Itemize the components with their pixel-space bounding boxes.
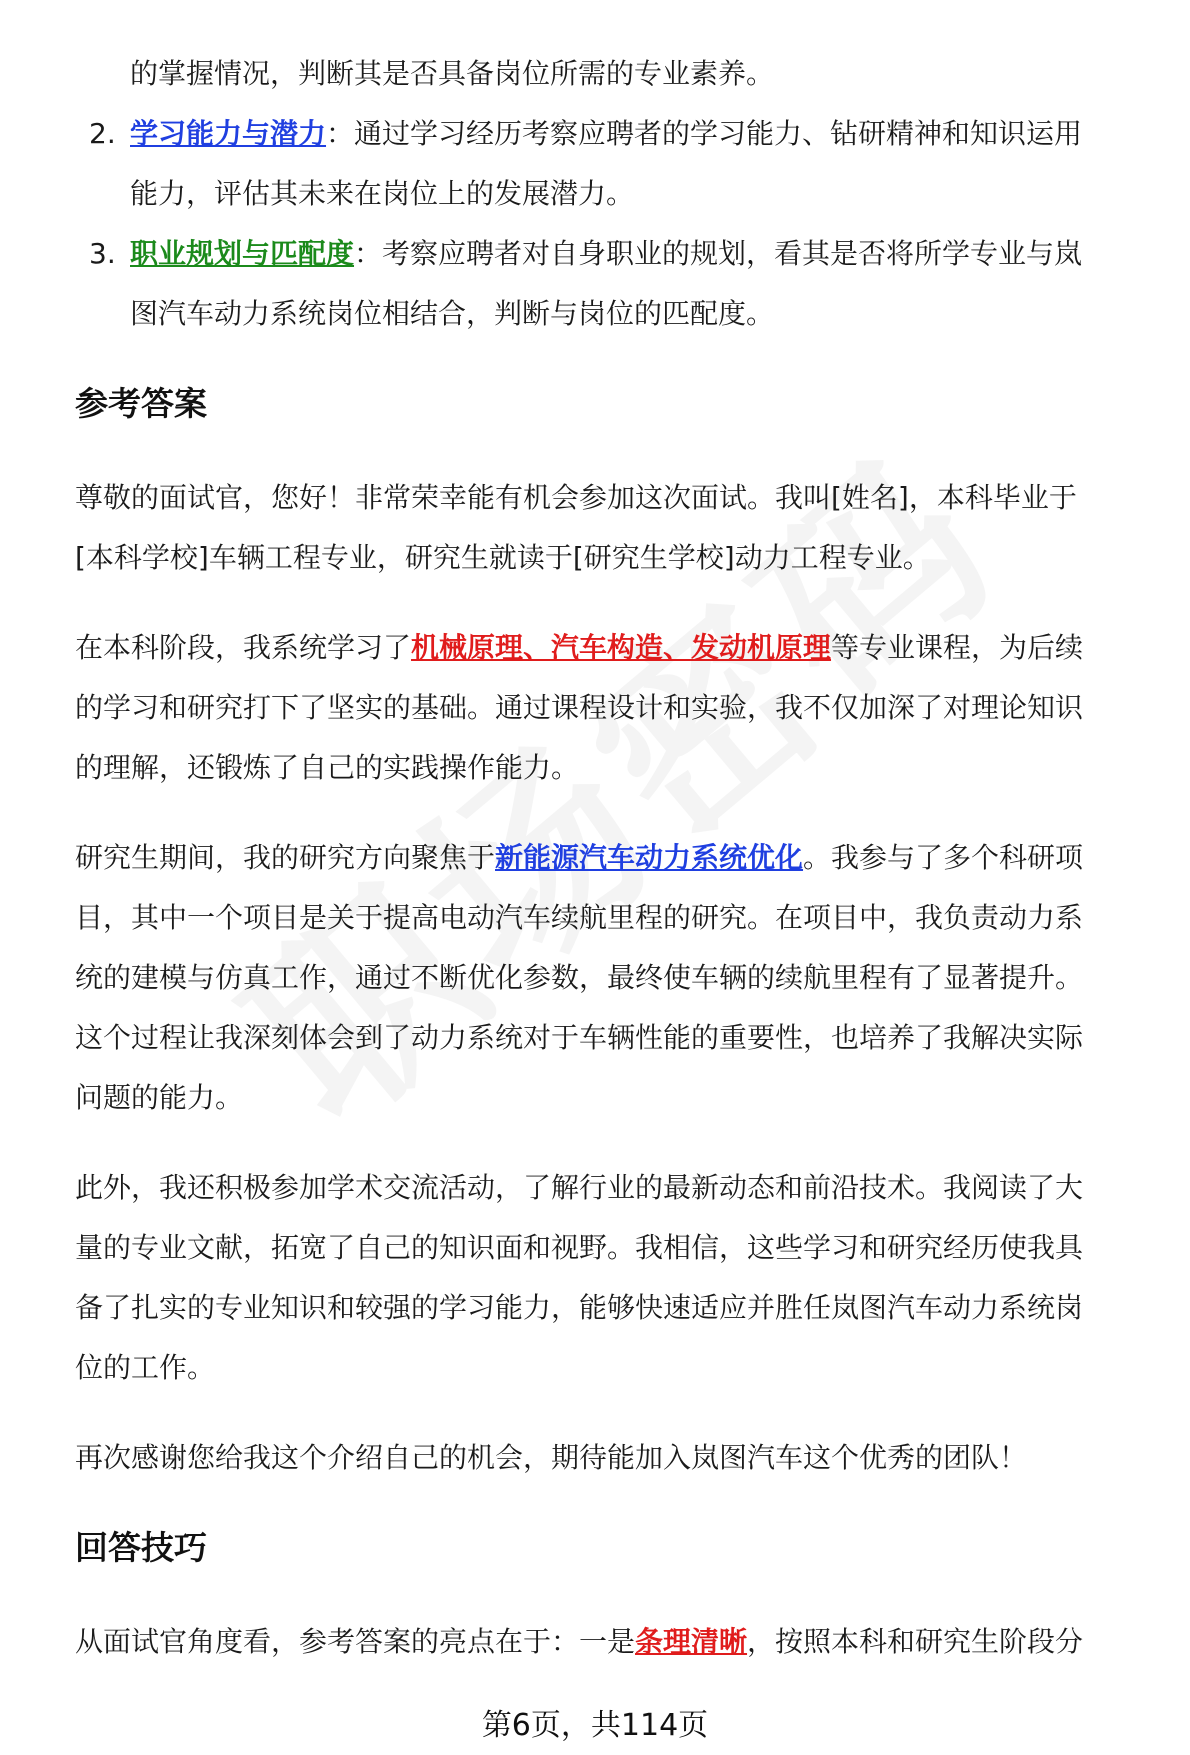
paragraph-line: 统的建模与仿真工作，通过不断优化参数，最终使车辆的续航里程有了显著提升。 (75, 961, 1084, 994)
list-text: 能力，评估其未来在岗位上的发展潜力。 (130, 177, 635, 210)
highlight-courses: 机械原理、汽车构造、发动机原理 (411, 631, 832, 664)
highlight-clear-structure: 条理清晰 (635, 1625, 748, 1658)
paragraph-line: 位的工作。 (75, 1351, 216, 1384)
page-content (75, 44, 1165, 1672)
paragraph-line: 问题的能力。 (75, 1081, 244, 1114)
paragraph-line: 这个过程让我深刻体会到了动力系统对于车辆性能的重要性，也培养了我解决实际 (75, 1021, 1084, 1054)
paragraph-academic (75, 1158, 1165, 1398)
paragraph-text: 研究生期间，我的研究方向聚焦于 (75, 841, 496, 874)
list-number: 2. (89, 117, 116, 150)
highlight-learning-ability: 学习能力与潜力 (130, 117, 327, 150)
list-item-1-tail: 的掌握情况，判断其是否具备岗位所需的专业素养。 (130, 57, 775, 90)
paragraph-line: 的学习和研究打下了坚实的基础。通过课程设计和实验，我不仅加深了对理论知识 (75, 691, 1084, 724)
list-item-2 (75, 104, 1165, 224)
paragraph-line: [本科学校]车辆工程专业，研究生就读于[研究生学校]动力工程专业。 (75, 541, 931, 574)
paragraph-line: 备了扎实的专业知识和较强的学习能力，能够快速适应并胜任岚图汽车动力系统岗 (75, 1291, 1084, 1324)
highlight-career-plan: 职业规划与匹配度 (130, 237, 355, 270)
list-text: 图汽车动力系统岗位相结合，判断与岗位的匹配度。 (130, 297, 775, 330)
list-number: 3. (89, 237, 116, 270)
paragraph-line: 量的专业文献，拓宽了自己的知识面和视野。我相信，这些学习和研究经历使我具 (75, 1231, 1084, 1264)
paragraph-line: 的理解，还锻炼了自己的实践操作能力。 (75, 751, 580, 784)
paragraph-text: 。我参与了多个科研项 (803, 841, 1084, 874)
paragraph-text: 等专业课程，为后续 (831, 631, 1084, 664)
tips-heading: 回答技巧 (75, 1528, 207, 1567)
reference-heading: 参考答案 (75, 384, 207, 423)
paragraph-graduate (75, 828, 1165, 1128)
paragraph-text: ，按照本科和研究生阶段分 (747, 1625, 1084, 1658)
paragraph-undergrad (75, 618, 1165, 798)
paragraph-intro (75, 468, 1165, 588)
paragraph-line: 此外，我还积极参加学术交流活动，了解行业的最新动态和前沿技术。我阅读了大 (75, 1171, 1084, 1204)
paragraph-line: 目，其中一个项目是关于提高电动汽车续航里程的研究。在项目中，我负责动力系 (75, 901, 1084, 934)
paragraph-text: 从面试官角度看，参考答案的亮点在于：一是 (75, 1625, 636, 1658)
paragraph-line: 尊敬的面试官，您好！非常荣幸能有机会参加这次面试。我叫[姓名]，本科毕业于 (75, 481, 1077, 514)
paragraph-closing: 再次感谢您给我这个介绍自己的机会，期待能加入岚图汽车这个优秀的团队！ (75, 1441, 1028, 1474)
list-text: ：通过学习经历考察应聘者的学习能力、钻研精神和知识运用 (326, 117, 1083, 150)
list-text: ：考察应聘者对自身职业的规划，看其是否将所学专业与岚 (354, 237, 1083, 270)
paragraph-text: 在本科阶段，我系统学习了 (75, 631, 412, 664)
paragraph-tips (75, 1612, 1165, 1672)
highlight-research-direction: 新能源汽车动力系统优化 (495, 841, 804, 874)
list-item-3 (75, 224, 1165, 344)
page-number: 第6页，共114页 (481, 1708, 709, 1743)
